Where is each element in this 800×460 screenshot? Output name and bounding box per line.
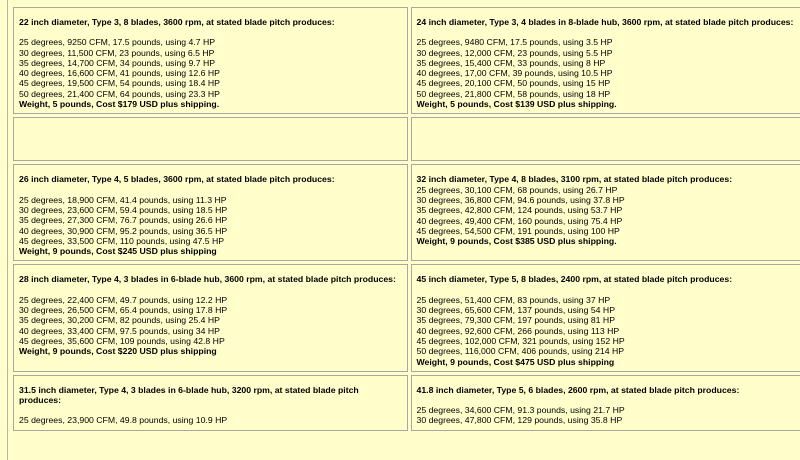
weight-cost-summary: Weight, 5 pounds, Cost $139 USD plus shipping. [417, 99, 799, 109]
weight-cost-summary: Weight, 9 pounds, Cost $220 USD plus shipping [19, 346, 401, 356]
weight-cost-summary: Weight, 5 pounds, Cost $179 USD plus shipping. [19, 99, 401, 109]
pitch-row: 30 degrees, 47,800 CFM, 129 pounds, using 35.8 HP [417, 415, 799, 425]
pitch-row: 25 degrees, 22,400 CFM, 49.7 pounds, using 12.2 HP [19, 295, 401, 305]
spec-card [411, 264, 800, 371]
pitch-row: 35 degrees, 42,800 CFM, 124 pounds, using 53.7 HP [417, 205, 799, 215]
table-row [13, 7, 800, 114]
spacer [19, 27, 401, 37]
pitch-row: 25 degrees, 34,600 CFM, 91.3 pounds, using 21.7 HP [417, 405, 799, 415]
spacer [417, 395, 799, 405]
table-row [13, 164, 800, 261]
pitch-row: 35 degrees, 30,200 CFM, 82 pounds, using 25.4 HP [19, 315, 401, 325]
table-row [13, 375, 800, 431]
empty-cell [411, 117, 800, 161]
spec-title: 41.8 inch diameter, Type 5, 6 blades, 2600 rpm, at stated blade pitch produces: [417, 385, 799, 395]
pitch-row: 45 degrees, 35,600 CFM, 109 pounds, using 42.8 HP [19, 336, 401, 346]
weight-cost-summary: Weight, 9 pounds, Cost $385 USD plus shipping. [417, 236, 799, 246]
empty-row [13, 117, 800, 161]
pitch-row: 40 degrees, 30,900 CFM, 95.2 pounds, using 36.5 HP [19, 226, 401, 236]
pitch-row: 45 degrees, 19,500 CFM, 54 pounds, using 18.4 HP [19, 78, 401, 88]
pitch-row: 35 degrees, 79,300 CFM, 197 pounds, using 81 HP [417, 315, 799, 325]
pitch-row: 40 degrees, 49,400 CFM, 160 pounds, using 75.4 HP [417, 216, 799, 226]
pitch-row: 25 degrees, 23,900 CFM, 49.8 pounds, using 10.9 HP [19, 415, 401, 425]
spec-title: 26 inch diameter, Type 4, 5 blades, 3600 rpm, at stated blade pitch produces: [19, 174, 401, 184]
pitch-row: 25 degrees, 51,400 CFM, 83 pounds, using 37 HP [417, 295, 799, 305]
pitch-row: 40 degrees, 33,400 CFM, 97.5 pounds, using 34 HP [19, 326, 401, 336]
pitch-row: 40 degrees, 92,600 CFM, 266 pounds, using 113 HP [417, 326, 799, 336]
pitch-row: 50 degrees, 116,000 CFM, 406 pounds, using 214 HP [417, 346, 799, 356]
pitch-row: 30 degrees, 65,600 CFM, 137 pounds, using 54 HP [417, 305, 799, 315]
weight-cost-summary: Weight, 9 pounds, Cost $475 USD plus shipping [417, 357, 799, 367]
empty-cell [13, 117, 408, 161]
pitch-row: 50 degrees, 21,800 CFM, 58 pounds, using 18 HP [417, 89, 799, 99]
pitch-row: 30 degrees, 36,800 CFM, 94.6 pounds, using 37.8 HP [417, 195, 799, 205]
spacer [19, 185, 401, 195]
spec-title: 24 inch diameter, Type 3, 4 blades in 8-blade hub, 3600 rpm, at stated blade pitch produces: [417, 17, 799, 27]
spec-title: 31.5 inch diameter, Type 4, 3 blades in 6-blade hub, 3200 rpm, at stated blade pitch produces: [19, 385, 401, 406]
pitch-row: 35 degrees, 15,400 CFM, 33 pounds, using 8 HP [417, 58, 799, 68]
pitch-row: 45 degrees, 102,000 CFM, 321 pounds, using 152 HP [417, 336, 799, 346]
spec-card [13, 264, 408, 371]
pitch-row: 30 degrees, 12,000 CFM, 23 pounds, using 5.5 HP [417, 48, 799, 58]
spec-title: 22 inch diameter, Type 3, 8 blades, 3600 rpm, at stated blade pitch produces: [19, 17, 401, 27]
fan-spec-table [10, 4, 800, 434]
pitch-row: 30 degrees, 26,500 CFM, 65.4 pounds, using 17.8 HP [19, 305, 401, 315]
spec-card [411, 375, 800, 431]
pitch-row: 25 degrees, 9480 CFM, 17.5 pounds, using 3.5 HP [417, 37, 799, 47]
spec-card [13, 164, 408, 261]
spec-title: 32 inch diameter, Type 4, 8 blades, 3100 rpm, at stated blade pitch produces: [417, 174, 799, 184]
pitch-row: 25 degrees, 18,900 CFM, 41.4 pounds, using 11.3 HP [19, 195, 401, 205]
pitch-row: 45 degrees, 54,500 CFM, 191 pounds, using 100 HP [417, 226, 799, 236]
spec-title: 28 inch diameter, Type 4, 3 blades in 6-blade hub, 3600 rpm, at stated blade pitch produces: [19, 274, 401, 284]
spacer [417, 27, 799, 37]
pitch-row: 30 degrees, 11,500 CFM, 23 pounds, using 6.5 HP [19, 48, 401, 58]
pitch-row: 35 degrees, 14,700 CFM, 34 pounds, using 9.7 HP [19, 58, 401, 68]
pitch-row: 50 degrees, 21,400 CFM, 64 pounds, using 23.3 HP [19, 89, 401, 99]
spec-card [13, 375, 408, 431]
pitch-row: 25 degrees, 30,100 CFM, 68 pounds, using 26.7 HP [417, 185, 799, 195]
spacer [19, 405, 401, 415]
spec-card [411, 7, 800, 114]
pitch-row: 45 degrees, 20,100 CFM, 50 pounds, using 15 HP [417, 78, 799, 88]
pitch-row: 40 degrees, 16,600 CFM, 41 pounds, using 12.6 HP [19, 68, 401, 78]
table-row [13, 264, 800, 371]
spacer [19, 285, 401, 295]
pitch-row: 30 degrees, 23,600 CFM, 59.4 pounds, using 18.5 HP [19, 205, 401, 215]
spacer [417, 285, 799, 295]
pitch-row: 25 degrees, 9250 CFM, 17.5 pounds, using 4.7 HP [19, 37, 401, 47]
spec-title: 45 inch diameter, Type 5, 8 blades, 2400 rpm, at stated blade pitch produces: [417, 274, 799, 284]
pitch-row: 45 degrees, 33,500 CFM, 110 pounds, using 47.5 HP [19, 236, 401, 246]
weight-cost-summary: Weight, 9 pounds, Cost $245 USD plus shipping [19, 246, 401, 256]
spec-card [411, 164, 800, 261]
spec-card [13, 7, 408, 114]
pitch-row: 35 degrees, 27,300 CFM, 76.7 pounds, using 26.6 HP [19, 215, 401, 225]
pitch-row: 40 degrees, 17,00 CFM, 39 pounds, using 10.5 HP [417, 68, 799, 78]
